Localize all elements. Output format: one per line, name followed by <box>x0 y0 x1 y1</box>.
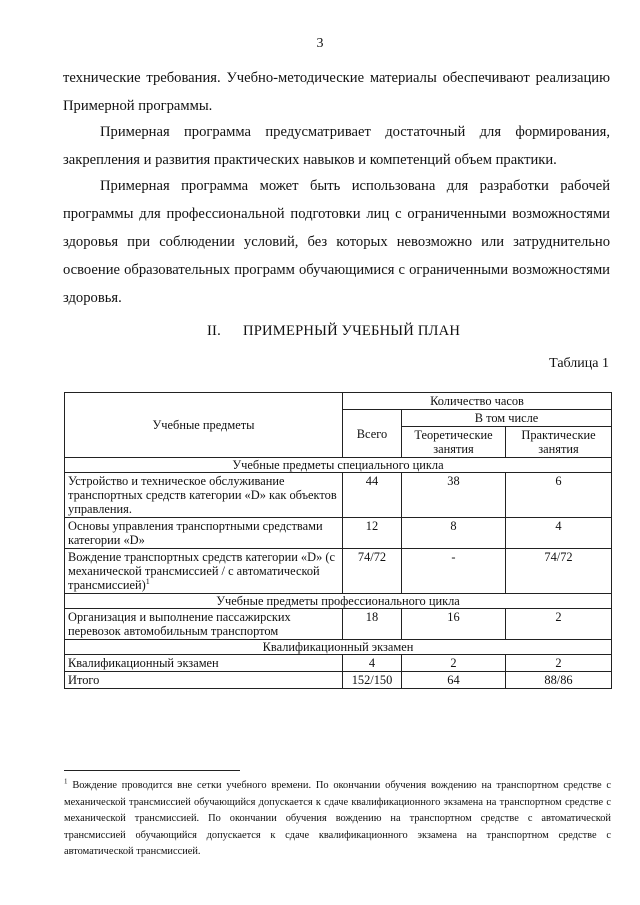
practice-cell: 2 <box>506 655 612 672</box>
table-section-row <box>65 594 612 609</box>
total-cell: 44 <box>343 473 402 518</box>
theory-cell: 38 <box>402 473 506 518</box>
subject-cell: Устройство и техническое обслуживание транспортных средств категории «D» как объектов управления. <box>65 473 343 518</box>
theory-cell: 2 <box>402 655 506 672</box>
theory-cell: 16 <box>402 609 506 640</box>
curriculum-table <box>64 392 612 689</box>
footnote-text: Вождение проводится вне сетки учебного времени. По окончании обучения вождению на транспортном средстве с механической трансмиссией обучающийся допускается к сдаче квалификационного экзамена на транспортном средстве с механической трансмиссией. По окончании обучения вождению на транспортном средстве с автоматической трансмиссией обучающийся допускается к сдаче квалификационного экзамена на транспортном средстве с автоматической трансмиссией. <box>64 780 611 857</box>
practice-cell: 4 <box>506 518 612 549</box>
header-including: В том числе <box>402 410 612 427</box>
section-special-cycle: Учебные предметы специального цикла <box>65 458 612 473</box>
table-total-row <box>65 672 612 689</box>
table-section-row <box>65 640 612 655</box>
footnote-separator <box>64 770 240 771</box>
practice-cell: 74/72 <box>506 549 612 594</box>
subject-cell: Квалификационный экзамен <box>65 655 343 672</box>
theory-cell: 8 <box>402 518 506 549</box>
paragraph-1-text: технические требования. Учебно-методические материалы обеспечивают реализацию Примерной программы. <box>63 70 610 114</box>
footnote-mark: 1 <box>64 777 68 786</box>
practice-cell: 2 <box>506 609 612 640</box>
table-section-row <box>65 458 612 473</box>
header-hours: Количество часов <box>343 393 612 410</box>
table-header-row <box>65 393 612 410</box>
total-cell: 74/72 <box>343 549 402 594</box>
header-practice: Практические занятия <box>506 427 612 458</box>
header-theory: Теоретические занятия <box>402 427 506 458</box>
practice-cell: 6 <box>506 473 612 518</box>
paragraph-2 <box>63 118 610 174</box>
table-row <box>65 609 612 640</box>
paragraph-3 <box>63 172 610 312</box>
subject-cell <box>65 549 343 594</box>
section-professional-cycle: Учебные предметы профессионального цикла <box>65 594 612 609</box>
subject-cell: Основы управления транспортными средствами категории «D» <box>65 518 343 549</box>
table-caption: Таблица 1 <box>549 356 609 371</box>
subject-cell: Организация и выполнение пассажирских перевозок автомобильным транспортом <box>65 609 343 640</box>
total-cell: 4 <box>343 655 402 672</box>
footnote <box>64 778 611 861</box>
section-heading <box>207 323 460 340</box>
section-number: II. <box>207 323 221 339</box>
paragraph-2-text: Примерная программа предусматривает достаточный для формирования, закрепления и развития практических навыков и компетенций объем практики. <box>63 124 610 168</box>
page-number: 3 <box>316 36 324 51</box>
total-label: Итого <box>65 672 343 689</box>
footnote-reference: 1 <box>145 576 150 586</box>
theory-cell: 64 <box>402 672 506 689</box>
total-cell: 152/150 <box>343 672 402 689</box>
paragraph-3-text: Примерная программа может быть использована для разработки рабочей программы для профессиональной подготовки лиц с ограниченными возможностями здоровья при соблюдении условий, без которых невозможно или затруднительно освоение образовательных программ обучающимися с ограниченными возможностями здоровья. <box>63 178 610 306</box>
header-subjects: Учебные предметы <box>65 393 343 458</box>
paragraph-1 <box>63 64 610 120</box>
subject-text: Вождение транспортных средств категории «D» (с механической трансмиссией / с автоматической трансмиссией) <box>68 550 335 592</box>
total-cell: 18 <box>343 609 402 640</box>
table-row <box>65 549 612 594</box>
table-row <box>65 518 612 549</box>
theory-cell: - <box>402 549 506 594</box>
table-row <box>65 655 612 672</box>
practice-cell: 88/86 <box>506 672 612 689</box>
total-cell: 12 <box>343 518 402 549</box>
header-total: Всего <box>343 410 402 458</box>
table-row <box>65 473 612 518</box>
section-exam: Квалификационный экзамен <box>65 640 612 655</box>
section-title: ПРИМЕРНЫЙ УЧЕБНЫЙ ПЛАН <box>243 323 461 339</box>
